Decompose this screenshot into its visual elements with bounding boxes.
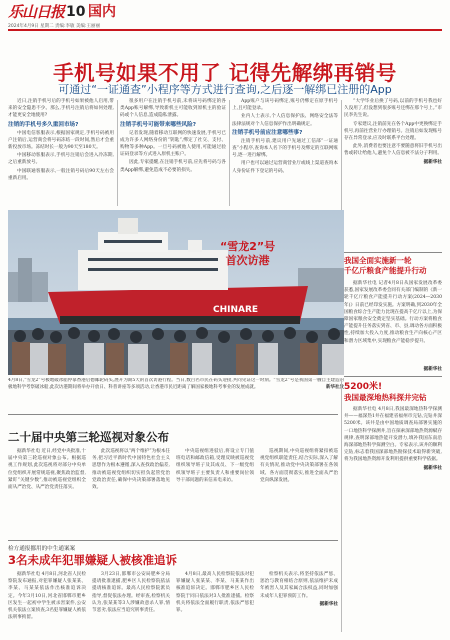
paragraph: 3月23日,邯郸市公安局肥乡分局提请批准逮捕,肥乡区人民检察院依法提请核准追诉。最高人民检察院派员指导,督促依法办理。经审查,检察机关认为,张某某等3人涉嫌故意杀人罪,情节恶劣,依法应当追究刑事责任。	[92, 572, 170, 614]
paragraph: 此次巡视将以“两个维护”为根本任务,把习近平新时代中国特色社会主义思想作为根本遵循,深入查找政治偏差,推动被巡视党组织切实担负起管党治党政治责任,确保中央决策部署落地见效。	[92, 449, 170, 491]
right-story-1-body	[344, 280, 442, 366]
question-subhead: 注销的手机号多久重回市场?	[8, 121, 79, 128]
section-rule	[344, 376, 442, 377]
paragraph: 业内人士表示,个人信息保护法、网络安全法等法律法规对个人信息保护作出明确规定。	[232, 114, 338, 127]
paragraph: 记者发现,随着移动互联网的快速发展,手机号已成为许多人网络身份的“钥匙”,绑定了社交、支付、购物等多种App。一旦号码被他人使用,可能通过验证码登录等方式进入原机主账户。	[120, 130, 226, 158]
photo-caption-text: 4月8日,“雪龙2”号极地破冰船停靠香港启德邮轮码头,展开为期5天的首次访港行程。当日,数百名市民在码头迎接,共同见证这一时刻。“雪龙2”号是我国第一艘自主建造的极地科学考察破冰船,此次访港期间将举办开放日、科普讲座等多项活动,让香港市民近距离了解国家极地科考事业的发展成就。	[8, 378, 344, 390]
story-b-column	[92, 448, 170, 538]
right-story-2-header	[344, 382, 442, 403]
section-name: 国内	[88, 4, 116, 20]
masthead	[8, 3, 442, 29]
paragraph: App账户与该号码绑定,账号仍绑定在原手机号上,且可能登录。	[232, 99, 338, 112]
story-c-column	[8, 571, 86, 633]
story-b-column	[260, 448, 338, 538]
section-rule	[344, 252, 442, 253]
story-c-headline: 3名未成年犯罪嫌疑人被核准追诉	[8, 553, 177, 567]
lead-column-4	[344, 98, 442, 246]
paragraph: 专家建议,注销前先在各个App中更换绑定手机号,再前往营业厅办理销号。注销后如发现账号存在异常登录,应及时联系平台处理。	[344, 121, 442, 142]
dateline: 2024年4月9日 星期二 责编:李敏 美编:王丽丽	[8, 24, 101, 29]
paragraph: 近日,注销手机号后的手机号如果被他人启用,带来的安全隐患不少。那么,手机号注销后将如何处理,才能更安全地使用?	[8, 99, 114, 119]
question-subhead: 注销手机号前应注意哪些事?	[232, 129, 303, 136]
paragraph: 中国联通客服表示,一般注销号码后90天左右会重新启用。	[8, 168, 114, 181]
section-rule	[8, 540, 338, 541]
paragraph: 据新华社电 记者4月8日从国家发展改革委获悉,国家发展改革委会同有关部门编制的《新一轮千亿斤粮食产能提升行动方案(2024—2030年)》日前已经印发实施。方案明确,到2030年全国粮食综合生产能力比现在提高千亿斤以上,为保障国家粮食安全奠定坚实基础。行动方案将粮食产能提升任务落实到省、市、县,调动各方面积极性,持续加大投入力度,推动粮食生产向核心产区和潜力区域集中,实现粮食产能稳步提升。	[344, 281, 442, 344]
right-story-2-headline: 5200米!	[344, 382, 383, 392]
lead-column-2	[120, 98, 226, 208]
paragraph: 注销手机号前,建议用户先通过工信部“一证通查”小程序,查询本人名下的手机号及绑定的互联网账号,逐一进行解绑。	[232, 138, 338, 159]
right-story-2-headline: 我国最深地热科探井完钻	[344, 393, 427, 402]
lead-column-3	[232, 98, 338, 208]
paragraph: 据新华社电 4月8日,河北省人民检察院发布通报,对犯罪嫌疑人张某某、李某、马某某依法作出核准追诉决定。今年3月10日,河北省邯郸市肥乡区发生一起初中学生被杀害案件,公安机关依法立案侦查,3名犯罪嫌疑人被依法刑事拘留。	[8, 572, 86, 621]
paragraph: 中央巡视组进驳后,将设立专门值班电话和邮政信箱,受理反映被巡视党组织领导班子及其成员、下一级党组织领导班子主要负责人和重要岗位领导干部问题的来信来电来访。	[176, 449, 254, 483]
story-b-column	[176, 448, 254, 538]
photo-tag-line: “雪龙2”号	[220, 240, 276, 253]
news-photo	[8, 210, 344, 375]
paragraph: 中国电信客服表示,根据国家规定,手机号码被用户注销后,运营商会将号码冻结一段时间,然后才会重新投放市场。冻结时长一般为90天至180天。	[8, 130, 114, 151]
ship-photo-illustration	[8, 210, 344, 375]
paragraph: 用户也可以通过运营商营业厅或线上渠道查询本人身份证件下登记的号码。	[232, 161, 338, 174]
byline: 据新华社	[423, 465, 442, 471]
photo-caption	[8, 378, 344, 412]
column-divider	[229, 100, 230, 206]
column-divider	[341, 378, 342, 632]
photo-tag	[220, 240, 275, 268]
right-story-1-headline: 我国全面实施新一轮	[344, 256, 412, 265]
story-c-column	[92, 571, 170, 633]
story-c-column	[176, 571, 254, 633]
lead-headline: 手机号如果不用了 记得先解绑再销号	[53, 61, 397, 85]
byline: 据新华社	[319, 601, 338, 607]
right-story-1-headline: 千亿斤粮食产能提升行动	[344, 266, 427, 275]
byline: 据新华社	[423, 367, 442, 372]
paragraph: 中国移动客服表示,手机号注销后会进入冷冻期,之后重新放号。	[8, 153, 114, 166]
lead-column-1	[8, 98, 114, 208]
paragraph: 检察机关表示,将坚持依法严惩、惩治与教育相结合原则,依法维护未成年被害人及其家属合法权益,同时加强未成年人犯罪预防工作。	[260, 572, 338, 599]
lead-subhead: 可通过“一证通查”小程序等方式进行查询,之后逐一解绑已注册的App	[58, 83, 392, 96]
question-subhead: 注销手机号可能带来哪些风险?	[120, 121, 196, 128]
byline: 据新华社	[423, 159, 442, 165]
photo-tag-line: 首次访港	[225, 254, 270, 267]
right-story-1-header	[344, 256, 442, 276]
paragraph: 巡视期间,中央巡视组将紧扣被巡视党组织职能责任,结合实际,深入了解有关情况,推动党中央决策部署在各领域、各方面贯彻落实,推进全面从严治党向纵深发展。	[260, 449, 338, 483]
paragraph: 据新华社电 近日,经党中央批准,十届中央第三轮巡视对象公布。根据巡视工作规划,此次巡视将对部分中央单位党组织开展常规巡视,聚焦政治监督,紧盯“关键少数”,推动被巡视党组织全面从严治党、从严治党责任落实。	[8, 449, 86, 491]
story-c-kicker: 检方通报挪用的中生通案案	[8, 546, 76, 552]
masthead-rule	[8, 29, 442, 31]
photo-credit: 新华社发	[326, 384, 344, 390]
section-rule	[8, 414, 338, 415]
page-number: 10	[66, 4, 86, 20]
paragraph: 此外,消费者也要注意不要随意将旧手机号出售或转让给他人,避免个人信息被不法分子利用。	[344, 144, 442, 157]
story-b-column	[8, 448, 86, 538]
ship-hull-text: CHINARE	[213, 305, 259, 315]
story-b-headline: 二十届中央第三轮巡视对象公布	[8, 430, 169, 444]
paragraph: 很多用户在注销手机号前,未将该号码绑定的各类App账号解绑,导致新机主可能收到原机主的验证码或个人信息,造成隐私泄露。	[120, 99, 226, 119]
paragraph: 据新华社电 4月8日,我国最深地热科学探测井——福深热1井在福建省福州市完钻,完钻井深5200米。该井是由中国地质调查局部署实施的一口地热科学探测井,旨在探索深部地热资源赋存规律,查明深部地热能开发潜力,填补我国东南沿海深部地热科学探测空白。专家表示,该井的顺利完钻,标志着我国深部地热勘探技术取得新突破,将为我国地热资源开发利用提供重要科学依据。	[344, 407, 442, 463]
right-story-2-body	[344, 406, 442, 626]
paragraph: “大学毕业后换了号码,以前的手机号我也好久没用了,但没想到很多账号还绑在那个号上。”市民李先生说。	[344, 99, 442, 119]
paragraph: 因此,专家提醒,在注销手机号前,应先将号码与各类App解绑,避免造成不必要的损失。	[120, 160, 226, 173]
paragraph: 4月8日,最高人民检察院依法对犯罪嫌疑人张某某、李某、马某某作出核准追诉决定。邯郸市肥乡区人民检察院于同日依法对3人批准逮捕。检察机关将依法全面履行职责,依法严惩犯罪。	[176, 572, 254, 614]
newspaper-logo: 乐山日报	[8, 3, 65, 21]
column-divider	[117, 100, 118, 206]
story-c-column	[260, 571, 338, 633]
